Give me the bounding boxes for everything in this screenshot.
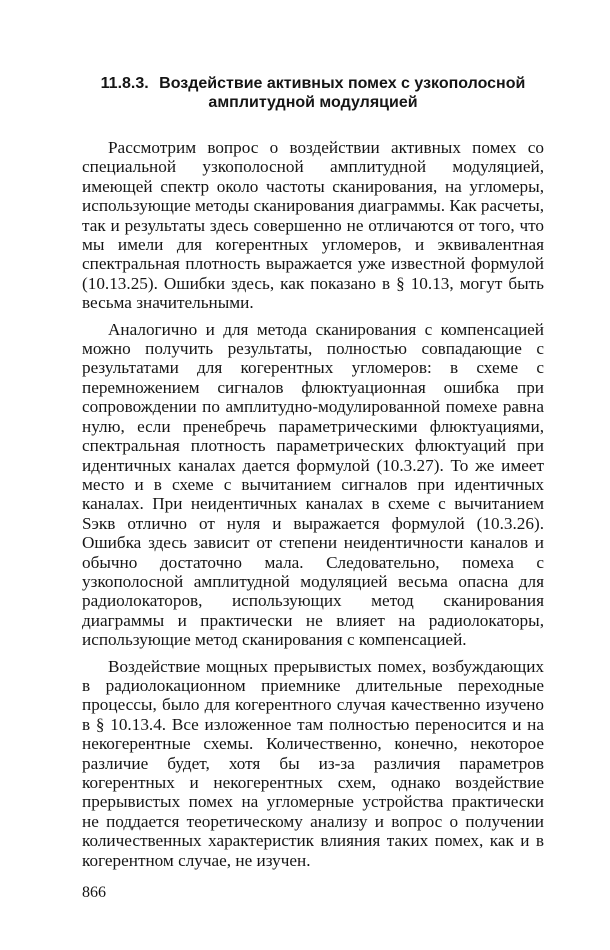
section-number: 11.8.3. [100, 75, 149, 92]
paragraph-3: Воздействие мощных прерывистых помех, возбуждающих в радиолокационном приемнике длительные переходные процессы, было для когерентного случая качественно изучено в § 10.13.4. Все изложенное там полностью переносится и на некогерентные схемы. Количественно, конечно, некоторое различие будет, хотя бы из-за различия параметров когерентных и некогерентных схем, однако воздействие прерывистых помех на угломерные устройства практически не поддается теоретическому анализу и вопрос о получении количественных характеристик влияния таких помех, как и в когерентном случае, не изучен. [82, 656, 544, 870]
book-page [82, 74, 544, 902]
section-heading [82, 74, 544, 112]
page-number: 866 [82, 884, 106, 902]
paragraph-1: Рассмотрим вопрос о воздействии активных помех со специальной узкополосной амплитудной модуляцией, имеющей спектр около частоты сканирования, на угломеры, использующие методы сканирования диаграммы. Как расчеты, так и результаты здесь совершенно не отличаются от того, что мы имели для когерентных угломеров, и эквивалентная спектральная плотность выражается уже известной формулой (10.13.25). Ошибки здесь, как показано в § 10.13, могут быть весьма значительными. [82, 138, 544, 313]
section-title: Воздействие активных помех с узкополосной амплитудной модуляцией [159, 75, 526, 111]
paragraph-2: Аналогично и для метода сканирования с компенсацией можно получить результаты, полностью совпадающие с результатами для когерентных угломеров: в схеме с перемножением сигналов флюктуационная ошибка при сопровождении по амплитудно-модулированной помехе равна нулю, если пренебречь параметрическими флюктуациями, спектральная плотность параметрических флюктуаций при идентичных каналах дается формулой (10.3.27). То же имеет место и в схеме с вычитанием сигналов при идентичных каналах. При неидентичных каналах в схеме с вычитанием Sэкв отлично от нуля и выражается формулой (10.3.26). Ошибка здесь зависит от степени неидентичности каналов и обычно достаточно мала. Следовательно, помеха с узкополосной амплитудной модуляцией весьма опасна для радиолокаторов, использующих метод сканирования диаграммы и практически не влияет на радиолокаторы, использующие метод сканирования с компенсацией. [82, 319, 544, 650]
